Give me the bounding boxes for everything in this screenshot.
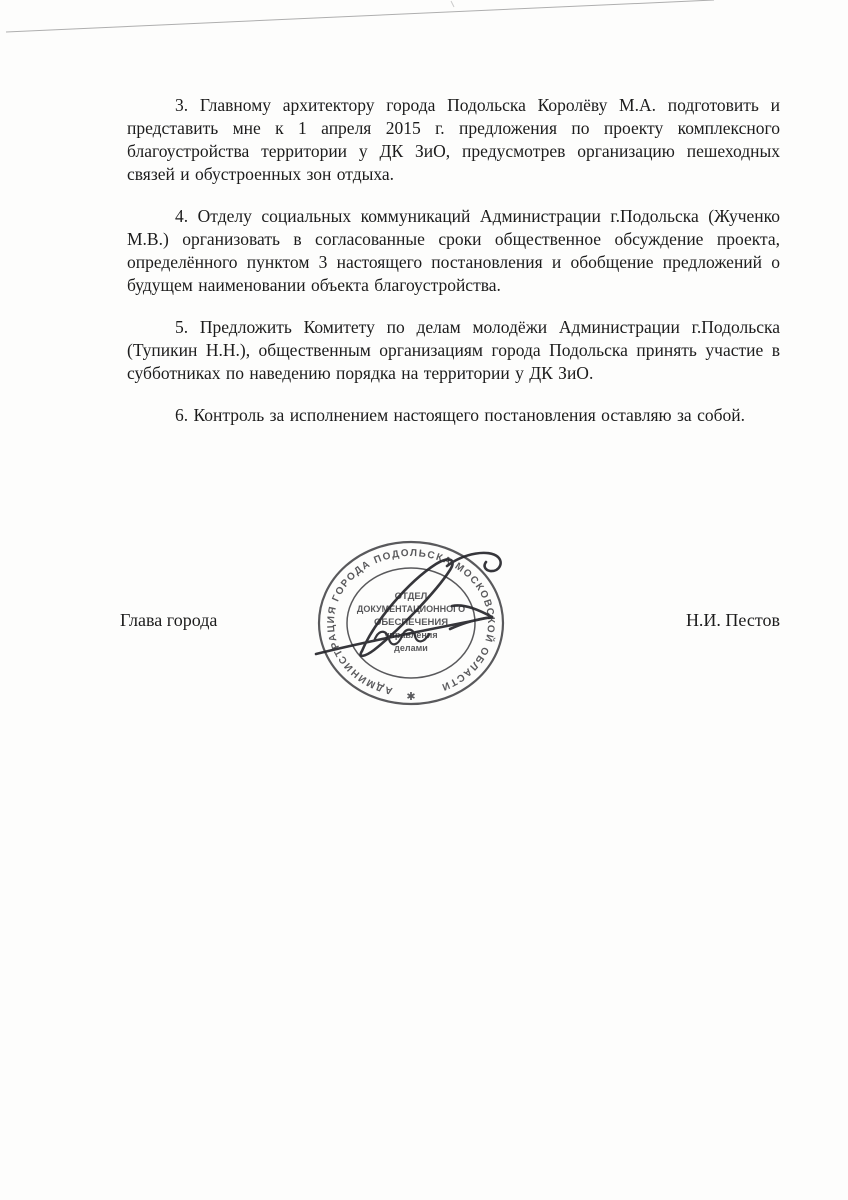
scan-edge-artifact	[0, 0, 848, 44]
stamp-center-line: ОБЕСПЕЧЕНИЯ	[373, 617, 449, 628]
stamp-center-line: делами	[394, 643, 428, 653]
stamp-center-line: ОТДЕЛ	[394, 591, 428, 602]
paragraph-5: 5. Предложить Комитету по делам молодёжи Администрации г.Подольска (Тупикин Н.Н.), общественным организациям города Подольска принять участие в субботниках по наведению порядка на территории у ДК ЗиО.	[127, 317, 780, 383]
stamp-center-line: управления	[384, 630, 438, 640]
signature-row	[120, 610, 780, 631]
paragraph-3: 3. Главному архитектору города Подольска Королёву М.А. подготовить и представить мне к 1 апреля 2015 г. предложения по проекту комплексного благоустройства территории у ДК ЗиО, предусмотрев организацию пешеходных связей и обустроенных зон отдыха.	[127, 95, 780, 184]
signer-title: Глава города	[120, 610, 218, 630]
signature-scrawl	[374, 630, 429, 645]
signature-loop	[361, 559, 453, 655]
handwritten-signature	[316, 553, 501, 656]
document-body	[127, 94, 780, 446]
stamp-center-line: ДОКУМЕНТАЦИОННОГО	[356, 604, 466, 614]
paragraph-6: 6. Контроль за исполнением настоящего постановления оставляю за собой.	[175, 405, 745, 425]
signer-name: Н.И. Пестов	[685, 610, 780, 630]
stamp-star: ✱	[406, 690, 416, 703]
signature-top-flourish	[447, 553, 501, 571]
stamp-ring-text: АДМИНИСТРАЦИЯ ГОРОДА ПОДОЛЬСКА МОСКОВСКОЙ ОБЛАСТИ	[325, 547, 497, 697]
paragraph-4: 4. Отделу социальных коммуникаций Администрации г.Подольска (Жученко М.В.) организовать в согласованные сроки общественное обсуждение проекта, определённого пунктом 3 настоящего постановления и обобщение предложений о будущем наименовании объекта благоустройства.	[127, 206, 780, 295]
